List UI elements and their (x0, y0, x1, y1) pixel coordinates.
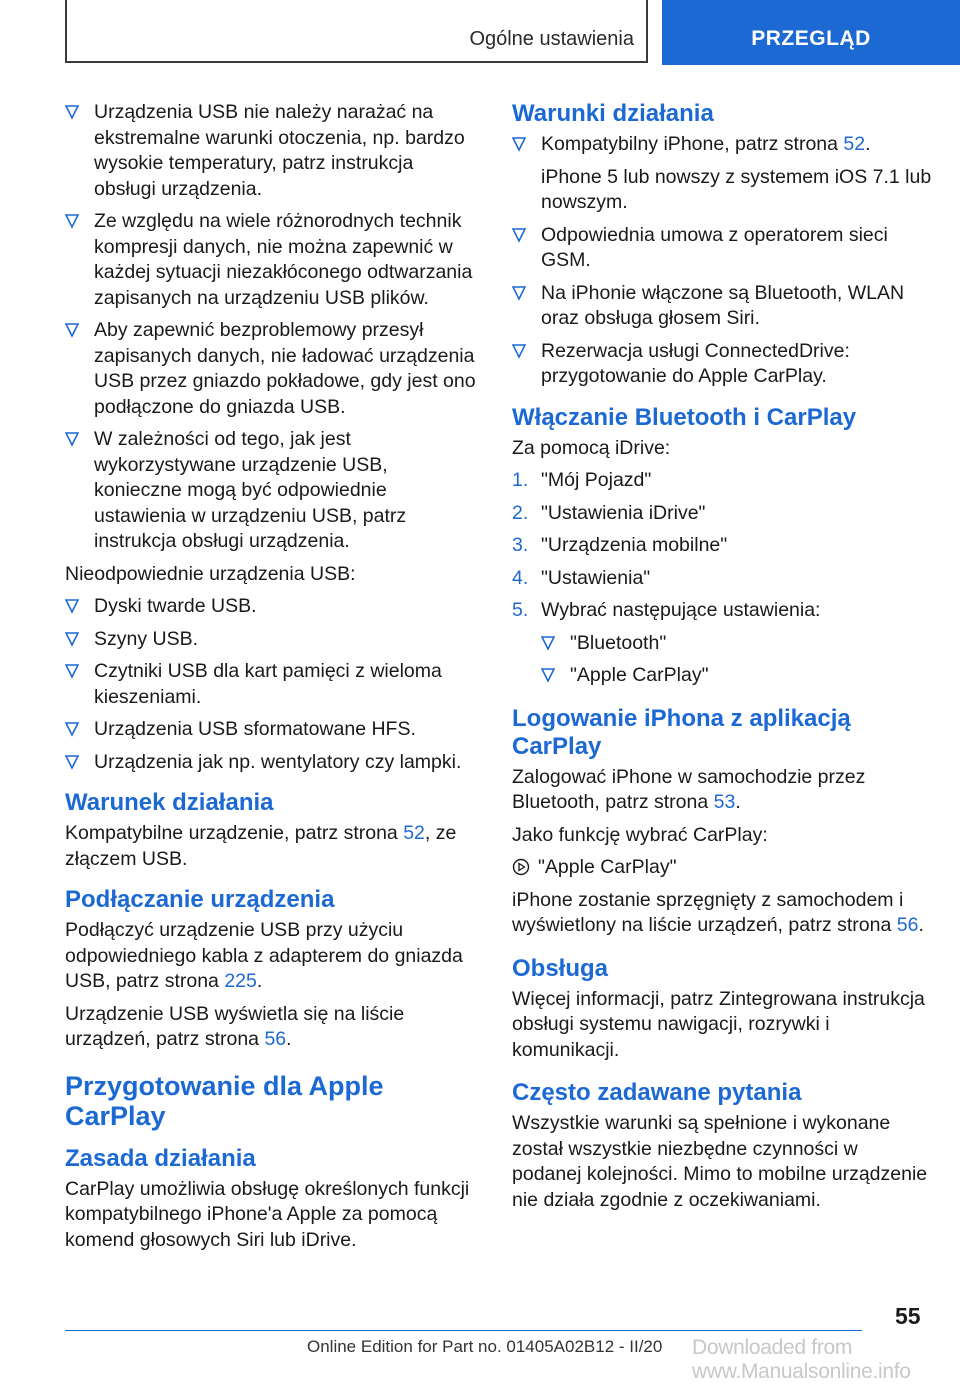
triangle-bullet-icon (512, 136, 526, 152)
page-link[interactable]: 56 (264, 1028, 287, 1050)
list-item: Czytniki USB dla kart pamięci z wieloma kieszeniami. (65, 659, 480, 710)
list-item: Rezerwacja usługi ConnectedDrive: przygotowanie do Apple CarPlay. (512, 339, 932, 390)
list-item: W zależności od tego, jak jest wykorzystywane urządzenie USB, konieczne mogą być odpowiednie ustawienia w urządzeniu USB, patrz instrukcja obsługi urządzenia. (65, 427, 480, 555)
paragraph: Za pomocą iDrive: (512, 436, 671, 459)
step-item: 3. "Urządzenia mobilne" (512, 533, 932, 559)
triangle-bullet-icon (65, 663, 79, 679)
step-item: 1. "Mój Pojazd" (512, 468, 932, 494)
paragraph: Wszystkie warunki są spełnione i wykonane został wszystkie niezbędne czynności w podanej kolejności. Mimo to mobilne urządzenie nie działa zgodnie z oczekiwaniami. (512, 1112, 928, 1211)
list-item: Urządzenia jak np. wentylatory czy lampki. (65, 750, 480, 776)
step-number: 2. (512, 501, 529, 524)
triangle-bullet-icon (65, 431, 79, 447)
step-number: 4. (512, 566, 529, 589)
page-header (0, 0, 960, 68)
paragraph: iPhone zostanie sprzęgnięty z samochodem i wyświetlony na liście urządzeń, patrz strona 56. (512, 888, 924, 936)
triangle-bullet-icon (65, 754, 79, 770)
header-tab-overview[interactable] (662, 0, 960, 65)
tab-overview-label: PRZEGLĄD (751, 27, 871, 50)
header-section-box (65, 0, 648, 63)
select-item: "Apple CarPlay" (512, 855, 932, 881)
list-item: Ze względu na wiele różnorodnych technik kompresji danych, nie można zapewnić w każdej sytuacji niezakłóconego odtwarzania zapisanych na urządzeniu USB plików. (65, 209, 480, 311)
bullet-note: iPhone 5 lub nowszy z systemem iOS 7.1 lub nowszym. (541, 165, 932, 213)
triangle-bullet-icon (65, 598, 79, 614)
triangle-bullet-icon (512, 343, 526, 359)
paragraph: CarPlay umożliwia obsługę określonych funkcji kompatybilnego iPhone'a Apple za pomocą komend głosowych Siri lub iDrive. (65, 1177, 470, 1251)
triangle-bullet-icon (541, 635, 555, 651)
list-item: Odpowiednia umowa z operatorem sieci GSM. (512, 223, 932, 274)
list-item: Urządzenia USB sformatowane HFS. (65, 717, 480, 743)
heading-connecting-device: Podłączanie urządzenia (65, 886, 335, 913)
heading-apple-carplay-preparation: Przygotowanie dla Apple CarPlay (65, 1070, 384, 1131)
list-item: "Apple CarPlay" (512, 663, 932, 689)
triangle-bullet-icon (65, 721, 79, 737)
heading-faq: Często zadawane pytania (512, 1079, 802, 1106)
heading-operation: Obsługa (512, 954, 609, 982)
heading-enable-bluetooth-carplay: Włączanie Bluetooth i CarPlay (512, 403, 857, 431)
list-item: Kompatybilny iPhone, patrz strona 52. (512, 132, 932, 158)
triangle-bullet-icon (65, 322, 79, 338)
list-item: "Bluetooth" (512, 631, 932, 657)
footer-divider (65, 1330, 862, 1331)
triangle-bullet-icon (65, 631, 79, 647)
step-number: 1. (512, 469, 529, 491)
watermark: Downloaded from www.Manualsonline.info (692, 1336, 911, 1383)
section-title: Ogólne ustawienia (469, 28, 634, 50)
step-item: 4. "Ustawienia" (512, 566, 932, 592)
list-item: Szyny USB. (65, 627, 480, 653)
unsuitable-intro: Nieodpowiednie urządzenia USB: (65, 562, 356, 585)
paragraph: Kompatybilne urządzenie, patrz strona 52, ze złączem USB. (65, 822, 457, 870)
step-item: 5. Wybrać następujące ustawienia: (512, 598, 932, 624)
paragraph: Zalogować iPhone w samochodzie przez Bluetooth, patrz strona 53. (512, 765, 866, 813)
triangle-bullet-icon (65, 213, 79, 229)
list-item: Urządzenia USB nie należy narażać na ekstremalne warunki otoczenia, np. bardzo wysokie temperatury, patrz instrukcja obsługi urządzenia. (65, 100, 480, 202)
list-item: Na iPhonie włączone są Bluetooth, WLAN oraz obsługa głosem Siri. (512, 281, 932, 332)
heading-operating-condition: Warunek działania (65, 789, 274, 816)
page-link[interactable]: 225 (224, 970, 257, 992)
play-circle-icon (512, 858, 530, 876)
page-link[interactable]: 56 (896, 914, 919, 936)
paragraph: Urządzenie USB wyświetla się na liście urządzeń, patrz strona 56. (65, 1002, 405, 1050)
list-item: Dyski twarde USB. (65, 594, 480, 620)
paragraph: Podłączyć urządzenie USB przy użyciu odpowiedniego kabla z adapterem do gniazda USB, patrz strona 225. (65, 919, 463, 992)
edition-text: Online Edition for Part no. 01405A02B12 - II/20 (307, 1337, 663, 1356)
triangle-bullet-icon (541, 667, 555, 683)
step-item: 2. "Ustawienia iDrive" (512, 501, 932, 527)
paragraph: Więcej informacji, patrz Zintegrowana instrukcja obsługi systemu nawigacji, rozrywki i komunikacji. (512, 987, 925, 1061)
heading-iphone-login: Logowanie iPhona z aplikacją CarPlay (512, 704, 851, 760)
triangle-bullet-icon (512, 285, 526, 301)
heading-principle: Zasada działania (65, 1144, 256, 1172)
paragraph: Jako funkcję wybrać CarPlay: (512, 823, 768, 846)
heading-operating-conditions: Warunki działania (512, 100, 714, 127)
right-column (512, 100, 932, 1220)
step-number: 5. (512, 599, 529, 621)
left-column (65, 100, 480, 1260)
triangle-bullet-icon (65, 104, 79, 120)
page-link[interactable]: 52 (843, 133, 866, 155)
page-number: 55 (895, 1303, 921, 1329)
page-link[interactable]: 52 (403, 822, 425, 844)
triangle-bullet-icon (512, 227, 526, 243)
page-link[interactable]: 53 (713, 791, 736, 813)
list-item: Aby zapewnić bezproblemowy przesył zapisanych danych, nie ładować urządzenia USB przez gniazdo pokładowe, gdy jest ono podłączone do gniazda USB. (65, 318, 480, 420)
step-number: 3. (512, 534, 529, 556)
